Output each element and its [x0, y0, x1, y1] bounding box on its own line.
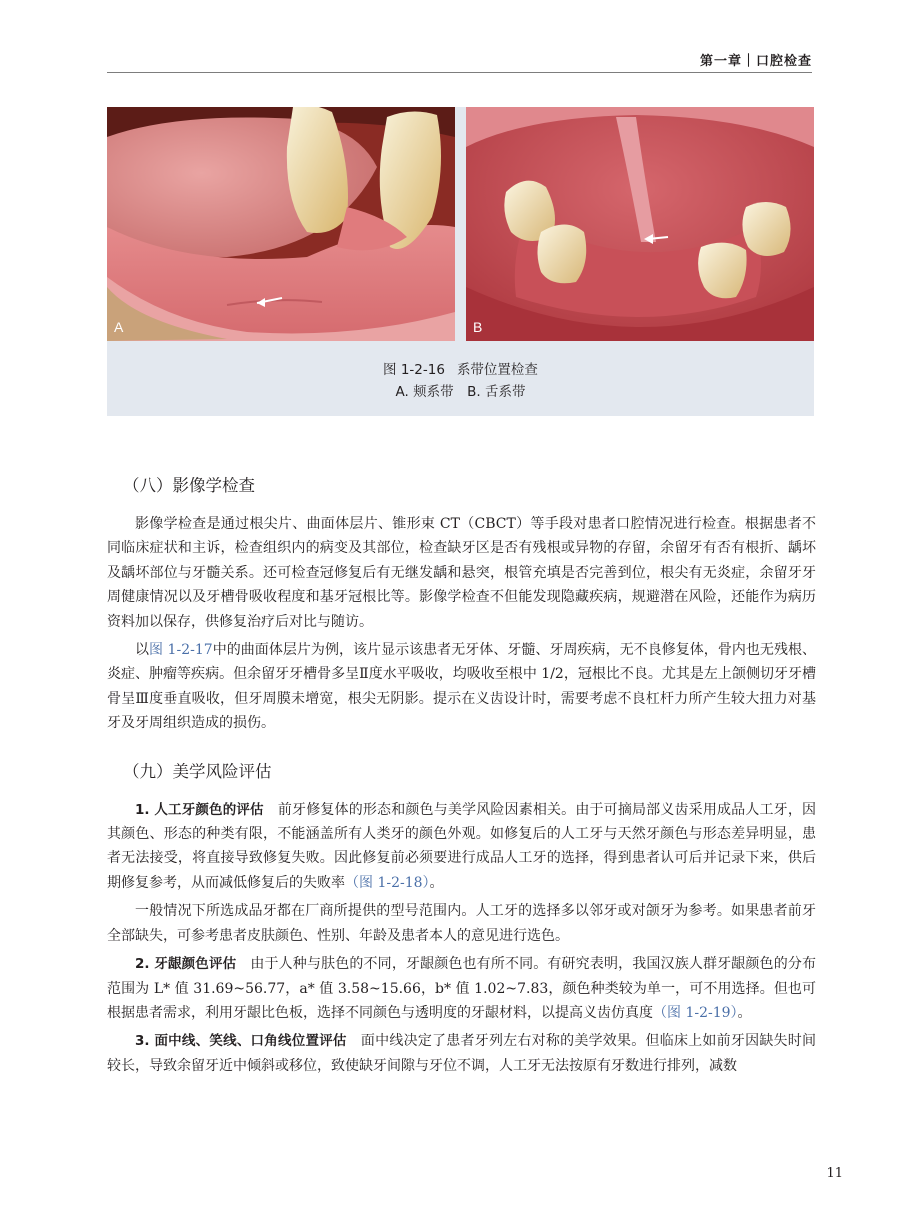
paragraph-imaging-2-body: 中的曲面体层片为例，该片显示该患者无牙体、牙髓、牙周疾病，无不良修复体，骨内也无残根、炎症、肿瘤等疾病。但余留牙牙槽骨多呈Ⅱ度水平吸收，均吸收至根中 1/2，冠根比不良。尤其是左上颌侧切牙牙槽骨呈Ⅲ度垂直吸收，但牙周膜未增宽，根尖无阴影。提示在义齿设计时，需要考虑不良杠杆力所产生较大扭力对基牙及牙周组织造成的损伤。 [107, 642, 817, 732]
paragraph-imaging-2-lead: 以 [135, 642, 150, 659]
body-text [107, 474, 816, 1082]
paragraph-gum-color [107, 952, 816, 1025]
paragraph-imaging-2 [107, 638, 816, 736]
photo-buccal-frenum [107, 107, 455, 341]
section-heading-aesthetic: （九）美学风险评估 [123, 761, 272, 781]
paragraph-imaging-1: 影像学检查是通过根尖片、曲面体层片、锥形束 CT（CBCT）等手段对患者口腔情况进行检查。根据患者不同临床症状和主诉，检查组织内的病变及其部位，检查缺牙区是否有残根或异物的存留，余留牙有否有根折、龋坏及龋坏部位与牙髓关系。还可检查冠修复后有无继发龋和悬突，根管充填是否完善到位，根尖有无炎症，余留牙牙周健康情况以及牙槽骨吸收程度和基牙冠根比等。影像学检查不但能发现隐藏疾病，规避潜在风险，还能作为病历资料加以保存，供修复治疗后对比与随访。 [107, 516, 816, 630]
header-rule [107, 72, 812, 73]
subheading-midline: 3. 面中线、笑线、口角线位置评估 [135, 1033, 347, 1050]
subheading-tooth-color: 1. 人工牙颜色的评估 [135, 801, 264, 818]
paragraph-tooth-color [107, 798, 816, 896]
figure-1-2-16 [107, 107, 814, 416]
figure-caption [107, 359, 814, 403]
paragraph-gum-color-end: 。 [737, 1004, 752, 1021]
figure-ref-1-2-19[interactable]: （图 1-2-19） [653, 1004, 738, 1021]
photo-lingual-frenum [466, 107, 814, 341]
page-number: 11 [826, 1166, 843, 1181]
buccal-frenum-image [107, 107, 455, 341]
paragraph-midline [107, 1029, 816, 1078]
paragraph-gum-color-body: 由于人种与肤色的不同，牙龈颜色也有所不同。有研究表明，我国汉族人群牙龈颜色的分布范围为 L* 值 31.69~56.77，a* 值 3.58~15.66，b* 值 1.02~7.83，颜色种类较为单一，可不用选择。但也可根据患者需求，利用牙龈比色板，选择不同颜色与透明度的牙龈材料，以提高义齿仿真度 [107, 956, 816, 1021]
lingual-frenum-image [466, 107, 814, 341]
panel-b-label: B [473, 319, 483, 335]
running-head: 第一章｜口腔检查 [699, 54, 812, 69]
paragraph-tooth-selection: 一般情况下所选成品牙都在厂商所提供的型号范围内。人工牙的选择多以邻牙或对颌牙为参考。如果患者前牙全部缺失，可参考患者皮肤颜色、性别、年龄及患者本人的意见进行选色。 [107, 903, 816, 944]
subheading-gum-color: 2. 牙龈颜色评估 [135, 956, 237, 973]
caption-subtitle: A. 颊系带 B. 舌系带 [395, 384, 526, 400]
caption-line-1 [107, 359, 814, 381]
caption-title: 系带位置检查 [456, 362, 538, 378]
figure-ref-1-2-18[interactable]: （图 1-2-18） [345, 874, 430, 891]
panel-a-label: A [114, 319, 124, 335]
paragraph-tooth-color-body: 前牙修复体的形态和颜色与美学风险因素相关。由于可摘局部义齿采用成品人工牙，因其颜色、形态的种类有限，不能涵盖所有人类牙的颜色外观。如修复后的人工牙与天然牙颜色与形态差异明显，患者无法接受，将直接导致修复失败。因此修复前必须要进行成品人工牙的选择，得到患者认可后并记录下来，供后期修复参考，从而减低修复后的失败率 [107, 801, 816, 891]
caption-number: 图 1-2-16 [383, 362, 445, 378]
paragraph-tooth-color-end: 。 [429, 874, 444, 891]
figure-ref-1-2-17[interactable]: 图 1-2-17 [149, 642, 213, 659]
paragraph-midline-body: 面中线决定了患者牙列左右对称的美学效果。但临床上如前牙因缺失时间较长，导致余留牙近中倾斜或移位，致使缺牙间隙与牙位不调，人工牙无法按原有牙数进行排列，减数 [107, 1033, 816, 1074]
section-heading-imaging: （八）影像学检查 [123, 476, 255, 495]
